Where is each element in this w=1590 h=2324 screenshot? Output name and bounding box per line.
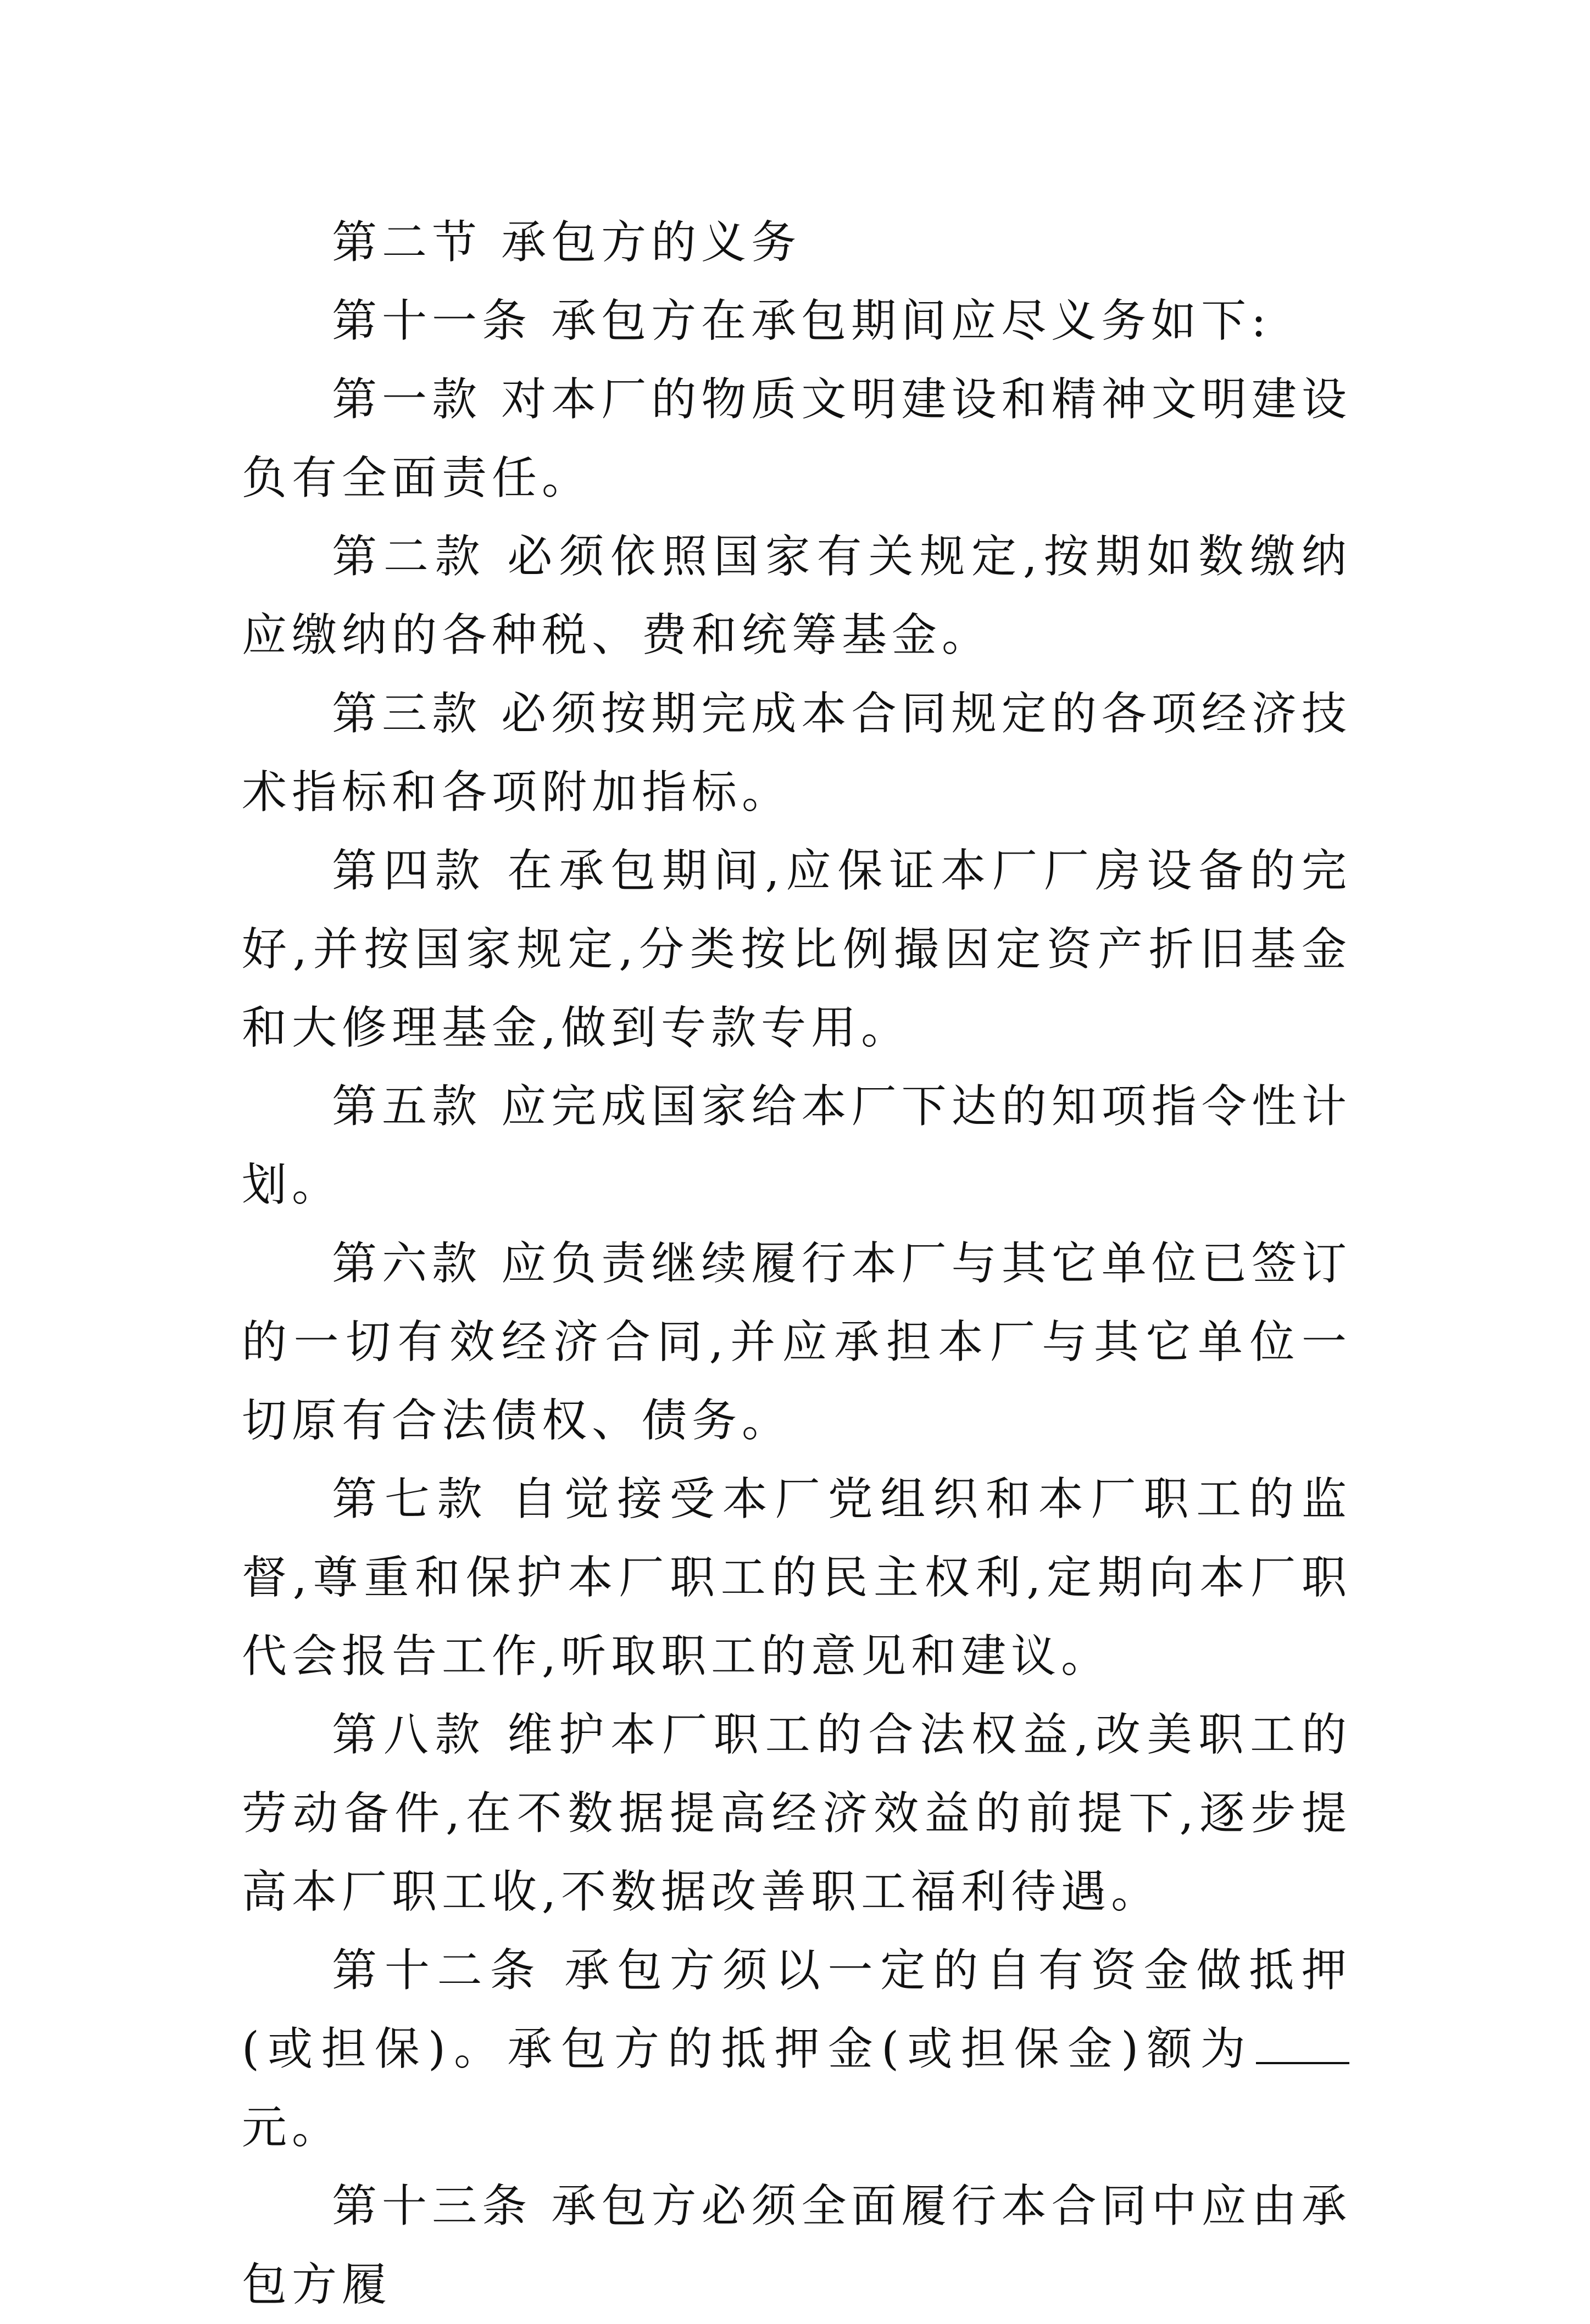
clause-5: 第五款 应完成国家给本厂下达的知项指令性计划。 [242, 1080, 1352, 1211]
clause-4: 第四款 在承包期间,应保证本厂厂房设备的完好,并按国家规定,分类按比例撮因定资产折旧基金和大修理基金,做到专款专用。 [242, 845, 1352, 1054]
article-12-text: 第十二条 承包方须以一定的自有资金做抵押(或担保)。承包方的抵押金(或担保金)额为 [242, 1944, 1352, 2075]
article-12 [242, 1931, 1352, 2167]
article-11: 第十一条 承包方在承包期间应尽义务如下: [332, 295, 1271, 347]
clause-8: 第八款 维护本厂职工的合法权益,改美职工的劳动备件,在不数据提高经济效益的前提下,逐步提高本厂职工收,不数据改善职工福利待遇。 [242, 1709, 1352, 1918]
clause-3: 第三款 必须按期完成本合同规定的各项经济技术指标和各项附加指标。 [242, 688, 1352, 818]
article-13: 第十三条 承包方必须全面履行本合同中应由承包方履 [242, 2180, 1352, 2311]
amount-blank [1256, 2029, 1349, 2064]
clause-2: 第二款 必须依照国家有关规定,按期如数缴纳应缴纳的各种税、费和统筹基金。 [242, 531, 1352, 661]
article-12-suffix: 元。 [242, 2102, 342, 2154]
clause-6: 第六款 应负责继续履行本厂与其它单位已签订的一切有效经济合同,并应承担本厂与其它单位一切原有合法债权、债务。 [242, 1238, 1352, 1447]
clause-7: 第七款 自觉接受本厂党组织和本厂职工的监督,尊重和保护本厂职工的民主权利,定期向本厂职代会报告工作,听取职工的意见和建议。 [242, 1473, 1352, 1682]
document-body [242, 203, 1352, 2324]
section-heading: 第二节 承包方的义务 [332, 216, 802, 269]
clause-1: 第一款 对本厂的物质文明建设和精神文明建设负有全面责任。 [242, 374, 1352, 504]
